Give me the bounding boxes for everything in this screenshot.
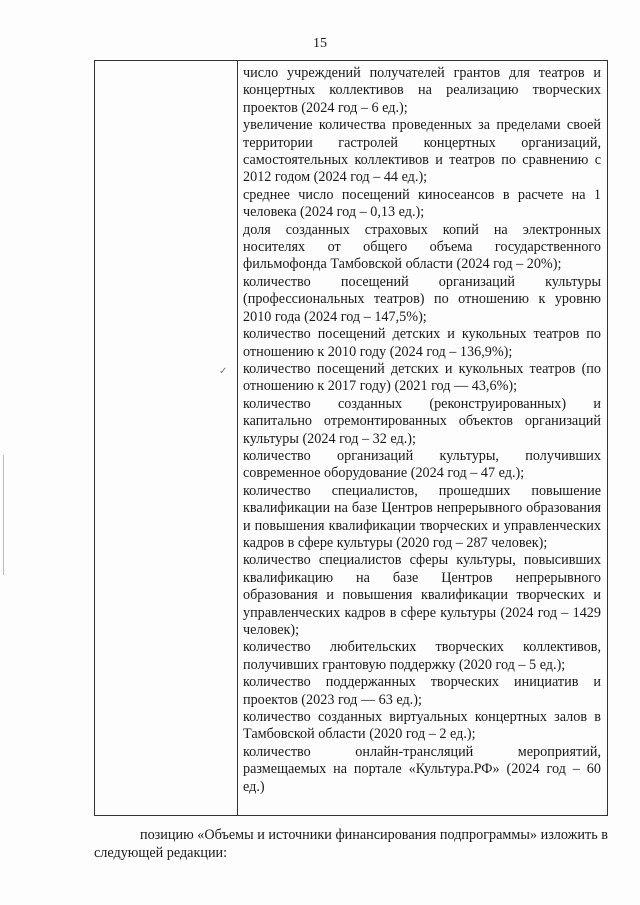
indicator-item: количество созданных виртуальных концертных залов в Тамбовской области (2020 год – 2 ед.); xyxy=(243,709,601,743)
column-divider xyxy=(237,61,238,815)
indicator-item: количество посещений организаций культуры (профессиональных театров) по отношению к уровню 2010 года (2024 год – 147,5%); xyxy=(243,273,601,325)
indicator-item: количество посещений детских и кукольных театров по отношению к 2010 году (2024 год – 136,9%); xyxy=(243,326,601,360)
indicator-item: доля созданных страховых копий на электронных носителях от общего объема государственного фильмофонда Тамбовской области (2024 год – 20%); xyxy=(243,221,601,273)
indicator-item: количество любительских творческих коллективов, получивших грантовую поддержку (2020 год – 5 ед.); xyxy=(243,639,601,673)
indicator-item: число учреждений получателей грантов для театров и концертных коллективов на реализацию творческих проектов (2024 год – 6 ед.); xyxy=(243,65,601,116)
indicator-item: количество специалистов, прошедших повышение квалификации на базе Центров непрерывного образования и повышения квалификации творческих и управленческих кадров в сфере культуры (2020 год – 287 человек); xyxy=(243,482,601,551)
margin-scan-mark xyxy=(3,455,4,575)
indicator-item: количество онлайн-трансляций мероприятий, размещаемых на портале «Культура.РФ» (2024 год – 60 ед.) xyxy=(243,743,601,795)
indicator-item: количество организаций культуры, получивших современное оборудование (2024 год – 47 ед.); xyxy=(243,447,601,482)
left-cell xyxy=(95,61,237,815)
trailing-paragraph: позицию «Объемы и источники финансирования подпрограммы» изложить в следующей редакции: xyxy=(94,827,608,861)
document-table xyxy=(94,60,608,816)
indicators-cell xyxy=(243,65,601,796)
indicator-item: количество поддержанных творческих инициатив и проектов (2023 год — 63 ед.); xyxy=(243,674,601,708)
indicator-item: количество созданных (реконструированных) и капитально отремонтированных объектов организаций культуры (2024 год – 32 ед.); xyxy=(243,395,601,447)
indicator-item: увеличение количества проведенных за пределами своей территории гастролей концертных организаций, самостоятельных коллективов и театров по сравнению с 2012 годом (2024 год – 44 ед.); xyxy=(243,117,601,186)
check-mark-icon: ✓ xyxy=(219,366,228,377)
indicator-item: количество посещений детских и кукольных театров (по отношению к 2017 году) (2021 год — 43,6%); xyxy=(243,360,601,395)
indicator-item: количество специалистов сферы культуры, повысивших квалификацию на базе Центров непрерывного образования и повышения квалификации творческих и управленческих кадров в сфере культуры (2024 год – 1429 человек); xyxy=(243,552,601,638)
trailing-instruction xyxy=(94,826,608,862)
page-number: 15 xyxy=(313,36,327,51)
indicator-item: среднее число посещений киносеансов в расчете на 1 человека (2024 год – 0,13 ед.); xyxy=(243,186,601,221)
